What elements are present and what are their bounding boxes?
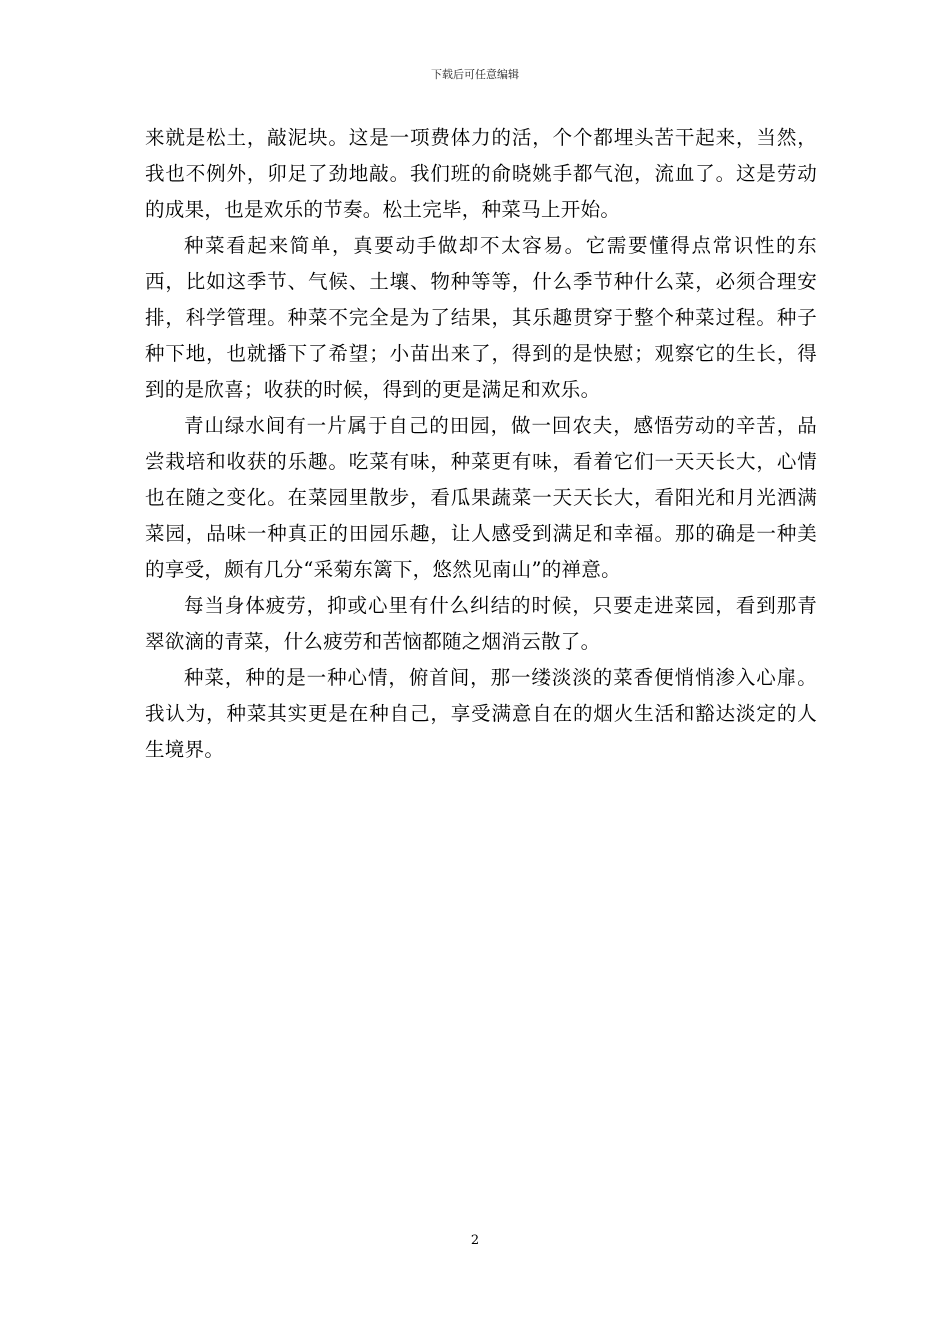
paragraph: 每当身体疲劳，抑或心里有什么纠结的时候，只要走进菜园，看到那青翠欲滴的青菜，什么疲劳和苦恼都随之烟消云散了。 (145, 594, 817, 653)
page-header: 下载后可任意编辑 (431, 68, 519, 81)
paragraph: 种菜，种的是一种心情，俯首间，那一缕淡淡的菜香便悄悄渗入心扉。我认为，种菜其实更是在种自己，享受满意自在的烟火生活和豁达淡定的人生境界。 (145, 666, 817, 761)
paragraph: 种菜看起来简单，真要动手做却不太容易。它需要懂得点常识性的东西，比如这季节、气候、土壤、物种等等，什么季节种什么菜，必须合理安排，科学管理。种菜不完全是为了结果，其乐趣贯穿于整个种菜过程。种子种下地，也就播下了希望；小苗出来了，得到的是快慰；观察它的生长，得到的是欣喜；收获的时候，得到的更是满足和欢乐。 (145, 234, 817, 401)
paragraph: 青山绿水间有一片属于自己的田园，做一回农夫，感悟劳动的辛苦，品尝栽培和收获的乐趣。吃菜有味，种菜更有味，看着它们一天天长大，心情也在随之变化。在菜园里散步，看瓜果蔬菜一天天长大，看阳光和月光洒满菜园，品味一种真正的田园乐趣，让人感受到满足和幸福。那的确是一种美的享受，颇有几分“采菊东篱下，悠然见南山”的禅意。 (145, 414, 817, 581)
document-body (145, 120, 817, 768)
page-number: 2 (470, 1233, 480, 1248)
paragraph-continued: 来就是松土，敲泥块。这是一项费体力的活，个个都埋头苦干起来，当然，我也不例外，卯足了劲地敲。我们班的俞晓姚手都气泡，流血了。这是劳动的成果，也是欢乐的节奏。松土完毕，种菜马上开始。 (145, 126, 817, 221)
